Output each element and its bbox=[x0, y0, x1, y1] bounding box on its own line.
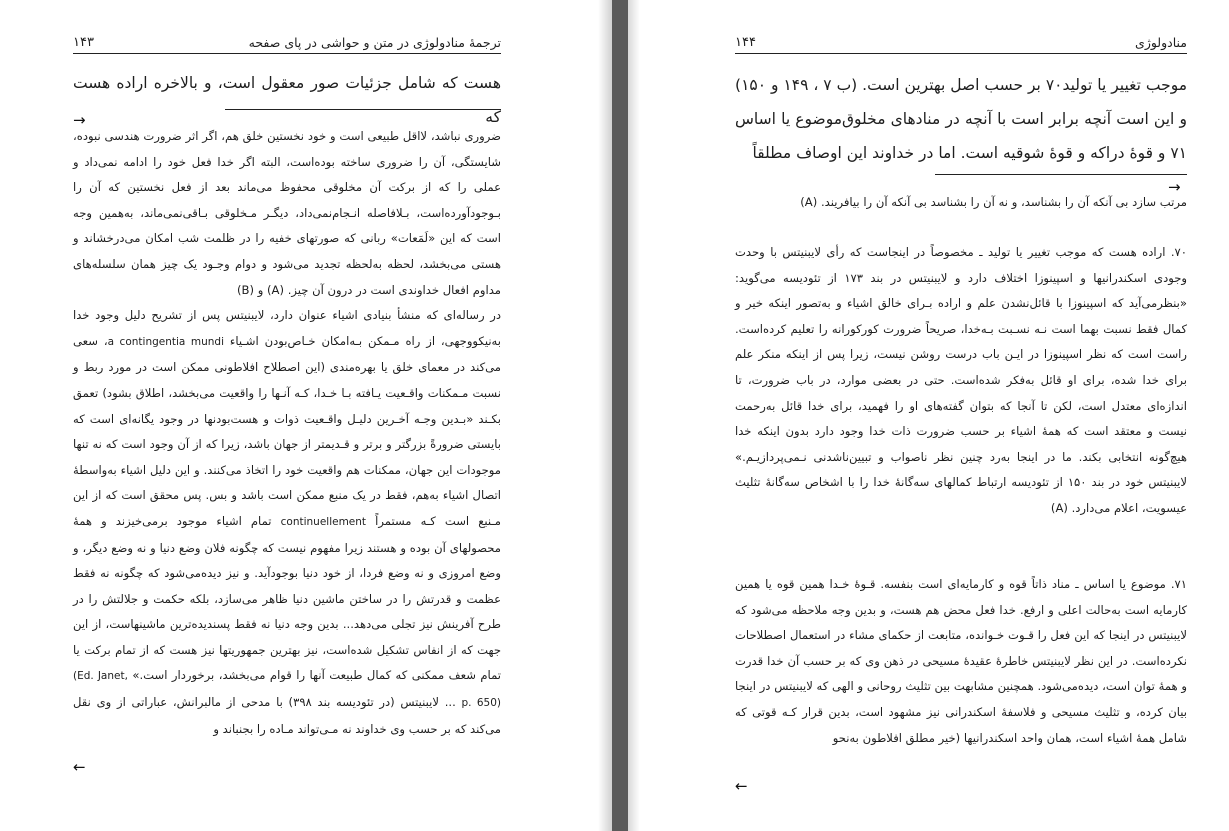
footnote-rule bbox=[225, 109, 501, 110]
footnote-70: ۷۰. اراده هست که موجب تغییر یا تولید ـ مخصوصاً در اینجاست که رأی لایبنیتس با وحدت وجودی اسکندرانیها و اسپینوزا اختلاف دارد و لایبنیتس در بند ۱۷۳ از تئودیسه می‌گوید: «بنظرمی‌آید که اسپینوزا با قائل‌نشدن علم و اراده بـرای خالق اشیاء و به‌تصور اینکه خیر و کمال فقط نسبت بهما است نـه نسـبت بـه‌خدا، صریحاً ضرورت کورکورانه را تعلیم کرده‌است. راست است که نظر اسپینوزا در ایـن باب درست روشن نیست، زیرا پس از اینکه منکر علم برای خدا شده، برای او قائل به‌فکر شده‌است. حتی در بعضی موارد، در باب ضرورت، تا اندازه‌ای معتدل است، لکن تا آنجا که بتوان گفته‌های او را فهمید، برای خدا قائل به‌رحمت نیست و معتقد است که همهٔ اشیاء بر حسب ضرورت ذات خدا وجود دارد بدون اینکه خدا هیچ‌گونه انتخابی بکند. ما در اینجا به‌رد چنین نظر ناصواب و تبیین‌ناشدنی نـمی‌پردازیـم.» لایبنیتس خود در بند ۱۵۰ از تئودیسه ارتباط کمالهای سه‌گانهٔ خدا را با اشخاص سه‌گانهٔ تثلیث عیسویت، اعلام می‌دارد. (A) bbox=[735, 245, 1188, 515]
footnote-71: ۷۱. موضوع یا اساس ـ مناد ذاتاً قوه و کارمایه‌ای است بنفسه. قـوهٔ خـدا همین قوه یا همین کارمایه است به‌حالت اعلی و ارفع. خدا فعل محض هم هست، و بدین وجه ملاحظه می‌شود که لایبنیتس در اینجا که این فعل را قـوت خـوانده، متابعت از حکمای مشاء در استعمال اصطلاحات نکرده‌است. در این نظر لایبنیتس خاطرهٔ عقیدهٔ مسیحی در ذهن وی که بر حسب آن خدا قدرت و همهٔ توان است، دیده‌می‌شود. همچنین مشابهت بین تثلیث روحانی و الهی که لایبنیتس در اینجا بیان کرده، و تثلیث مسیحی و فلاسفهٔ اسکندرانی نیز مشهود است، بدین قرار کـه قوتی که شامل همهٔ اشیاء است، همان واحد اسکندرانیها (خیر مطلق افلاطون به‌نحو bbox=[735, 577, 1187, 745]
gutter-shadow bbox=[598, 0, 612, 831]
footnote-text: ... لایبنیتس (در تئودیسه بند ۳۹۸) با مدحی از مالبرانش، عباراتی از وی نقل می‌کند که بر حسب وی خداوند نه مـی‌تواند مـاده را بجنباند و bbox=[73, 695, 501, 736]
left-page bbox=[0, 0, 612, 831]
running-header bbox=[735, 28, 1187, 54]
latin-term: a contingentia mundi bbox=[107, 335, 224, 348]
continuation-arrow-icon: → bbox=[1168, 178, 1181, 196]
header-title: منادولوژی bbox=[1135, 35, 1187, 50]
gutter-shadow bbox=[628, 0, 640, 831]
page-number: ۱۴۳ bbox=[73, 35, 94, 50]
footnote-rule bbox=[935, 174, 1187, 175]
citation: (Ed. Janet, p. 650) bbox=[73, 670, 502, 710]
footnote-continuation: مرتب سازد بی آنکه آن را بشناسد، و نه آن را بشناسد بی آنکه آن را بیافریند. (A) bbox=[800, 195, 1187, 209]
running-header bbox=[73, 28, 501, 54]
continuation-arrow-icon: ← bbox=[735, 777, 748, 795]
right-page bbox=[628, 0, 1229, 831]
footnote-block bbox=[73, 124, 501, 742]
continuation-arrow-icon: → bbox=[73, 111, 86, 129]
main-text: موجب تغییر یا تولید۷۰ بر حسب اصل بهترین است. (ب ۷ ، ۱۴۹ و ۱۵۰) و این است آنچه برابر است با آنچه در منادهای مخلوق‌موضوع یا اساس ۷۱ و قوهٔ دراکه و قوهٔ شوقیه است. اما در خداوند این اوصاف مطلقاً bbox=[735, 76, 1187, 162]
footnote-text: تمام اشیاء موجود برمی‌خیزند و همهٔ محصولهای آن بوده و هستند زیرا مفهوم نیست که چگونه فلان وضع دنیا و نه وضع دیگر، و وضع امروزی و نه وضع فردا، از خود دنیا بوجودآید. و نیز دیده‌می‌شود که چگونه نه فقط عظمت و قدرتش را در ساختن ماشین دنیا ظاهر می‌سازد، بلکه حکمت و جلالتش را در طرح آفرینش نیز تجلی می‌دهد... بدین وجه دنیا نه فقط پسندیده‌ترین ماشینهاست، از این جهت که از انفاس تشکیل شده‌است، نیز بهترین جمهوریتها نیز هست که از تمام برکت یا تمام شعف ممکنی که کمال طبیعت آنها را قوام می‌بخشد، برخوردار است.» bbox=[73, 513, 502, 683]
footnote-paragraph: ضروری نباشد، لااقل طبیعی است و خود نخستین خلق هم، اگر اثر ضرورت هندسی نبوده، شایستگی، آن را ضروری ساخته بوده‌است، البته اگر خدا فعل خود را ادامه نمی‌داد و عملی را که از برکت آن مخلوقی محفوظ می‌ماند بعد از فعل نخستین که آن را بـوجودآورده‌است، بـلافاصله انـجام‌نمی‌داد، دیگـر مـخلوقی بـاقی‌نمی‌ماند، به‌همین وجه است که این «لَمَعات» ربانی که صورتهای خفیه را در ظلمت شب امکان می‌درخشاند و هستی می‌بخشد، لحظه به‌لحظه تجدید می‌شود و دوام وجـود یک چیز همان سلسله‌های مداوم افعال خداوندی است در درون آن چیز. (A) و (B) bbox=[73, 129, 501, 297]
footnote-paragraph bbox=[73, 303, 501, 742]
page-number: ۱۴۴ bbox=[735, 35, 756, 50]
footnote-text: در رساله‌ای که منشأ بنیادی اشیاء عنوان دارد، لایبنیتس پس از تشریح دلیل وجود خدا به‌نیکووجهی، از راه مـمکن بـه‌امکان خـاص‌بودن اشـیاء bbox=[73, 308, 501, 348]
header-title: ترجمهٔ منادولوژی در متن و حواشی در پای صفحه bbox=[248, 35, 501, 50]
main-text: هست که شامل جزئیات صور معقول است، و بالاخره اراده هست که bbox=[73, 74, 501, 126]
latin-term: continuellement bbox=[280, 515, 367, 528]
footnote-text: ، سعی می‌کند در معمای خلق یا بهره‌مندی (این اصطلاح افلاطونی ممکن است در مورد ربط و نسبت مـمکنات واقـعیت یـافته بـا خـدا، کـه آنـها را واقعیت می‌بخشد، اطلاق بشود) تعمق بکـند «بـدین وجـه آخـرین دلیـل واقـعیت ذوات و هست‌بودنها در وجود یگانه‌ای است که بایستی ضرورةً بزرگتر و برتر و قـدیمتر از جهان باشد، زیرا که از آن وجود است که نه تنها موجودات این جهان، ممکنات هم واقعیت خود را اتخاذ می‌کنند. و این دلیل اشیاء به‌واسطهٔ اتصال اشیاء به‌هم، فقط در یک منبع ممکن است باشد و بس. پس محقق است که از این مـنبع است کـه مستمراً bbox=[73, 333, 502, 528]
continuation-arrow-icon: ← bbox=[73, 758, 86, 776]
